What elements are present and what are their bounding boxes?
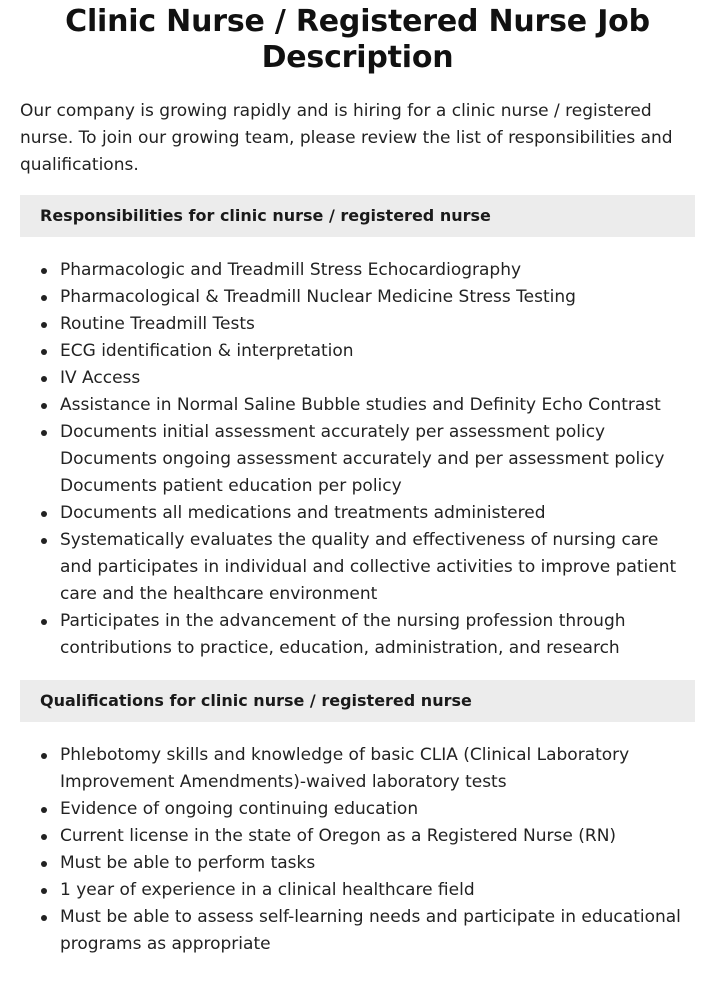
- list-item: Participates in the advancement of the nursing profession through contributions to practice, education, administration, and research: [60, 608, 695, 662]
- qualifications-list: [20, 742, 695, 958]
- list-item: IV Access: [60, 365, 695, 392]
- list-item: Current license in the state of Oregon as a Registered Nurse (RN): [60, 823, 695, 850]
- list-item: Documents initial assessment accurately per assessment policy Documents ongoing assessment accurately and per assessment policy Documents patient education per policy: [60, 419, 695, 500]
- list-item: Pharmacological & Treadmill Nuclear Medicine Stress Testing: [60, 284, 695, 311]
- list-item: 1 year of experience in a clinical healthcare field: [60, 877, 695, 904]
- list-item: Documents all medications and treatments administered: [60, 500, 695, 527]
- list-item: Pharmacologic and Treadmill Stress Echocardiography: [60, 257, 695, 284]
- page-title: Clinic Nurse / Registered Nurse Job Description: [65, 4, 650, 75]
- list-item: Must be able to assess self-learning needs and participate in educational programs as appropriate: [60, 904, 695, 958]
- list-item: Routine Treadmill Tests: [60, 311, 695, 338]
- qualifications-heading: Qualifications for clinic nurse / registered nurse: [20, 680, 695, 722]
- list-item: Evidence of ongoing continuing education: [60, 796, 695, 823]
- responsibilities-heading: Responsibilities for clinic nurse / registered nurse: [20, 195, 695, 237]
- list-item: Phlebotomy skills and knowledge of basic CLIA (Clinical Laboratory Improvement Amendments)-waived laboratory tests: [60, 742, 695, 796]
- list-item: Systematically evaluates the quality and effectiveness of nursing care and participates in individual and collective activities to improve patient care and the healthcare environment: [60, 527, 695, 608]
- list-item: Must be able to perform tasks: [60, 850, 695, 877]
- list-item: Assistance in Normal Saline Bubble studies and Definity Echo Contrast: [60, 392, 695, 419]
- job-description-page: [20, 0, 695, 958]
- list-item: ECG identification & interpretation: [60, 338, 695, 365]
- responsibilities-list: [20, 257, 695, 662]
- intro-paragraph: Our company is growing rapidly and is hiring for a clinic nurse / registered nurse. To join our growing team, please review the list of responsibilities and qualifications.: [20, 101, 673, 175]
